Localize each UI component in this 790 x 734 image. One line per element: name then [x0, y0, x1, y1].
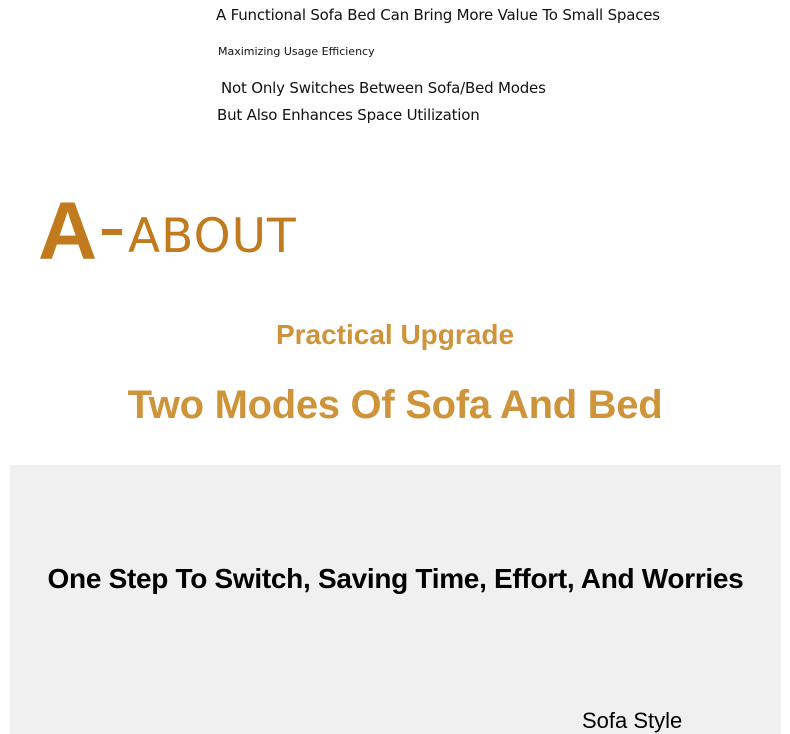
section-title: Two Modes Of Sofa And Bed — [127, 383, 663, 427]
about-logo-word: ABOUT — [128, 209, 297, 264]
mode-panel — [10, 465, 781, 734]
intro-headline: A Functional Sofa Bed Can Bring More Value To Small Spaces — [216, 6, 660, 24]
intro-feature-modes: Not Only Switches Between Sofa/Bed Modes — [221, 79, 546, 97]
panel-heading: One Step To Switch, Saving Time, Effort, And Worries — [47, 563, 744, 594]
about-logo-dash — [102, 229, 122, 235]
intro-subline: Maximizing Usage Efficiency — [218, 45, 375, 58]
intro-feature-space: But Also Enhances Space Utilization — [217, 106, 480, 124]
sofa-style-label: Sofa Style — [582, 708, 683, 733]
section-label: Practical Upgrade — [275, 319, 515, 350]
about-logo-letter: A — [38, 186, 98, 277]
